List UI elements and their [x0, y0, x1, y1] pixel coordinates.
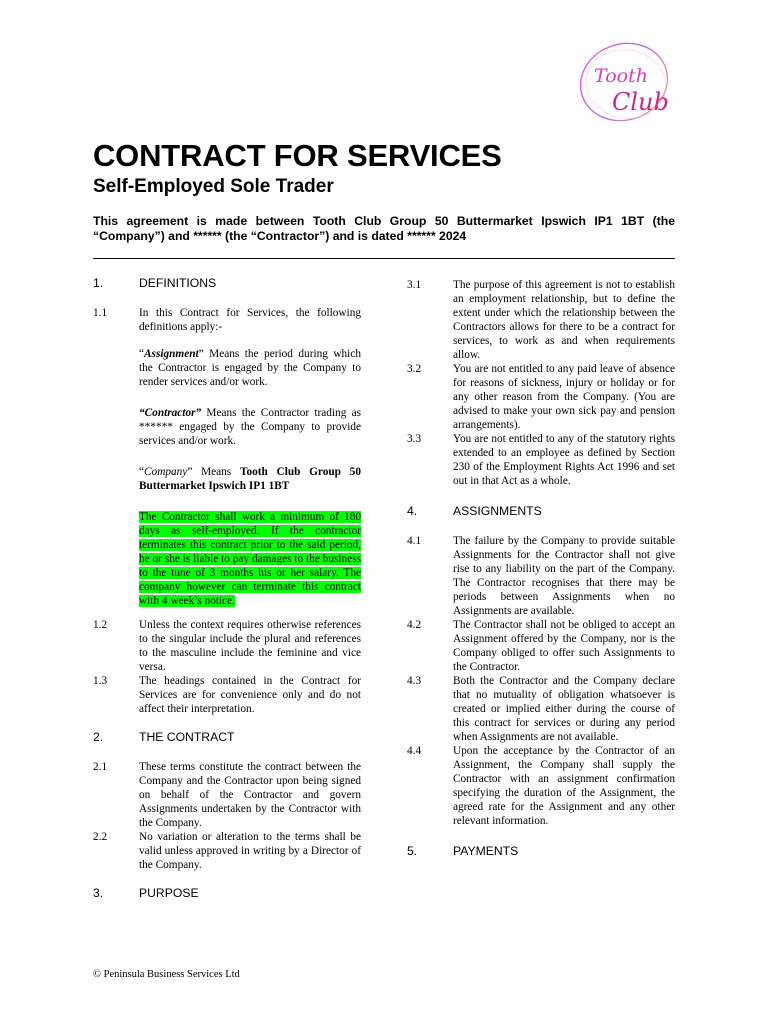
footer-copyright: © Peninsula Business Services Ltd	[93, 969, 240, 980]
clause-4-2	[407, 618, 675, 674]
definition-term: “Contractor”	[139, 407, 202, 419]
clause-number: 3.1	[407, 279, 422, 291]
clause-4-3	[407, 674, 675, 744]
clause-number: 2.1	[93, 761, 108, 773]
clause-3-2	[407, 362, 675, 432]
clause-number: 3.3	[407, 433, 422, 445]
section-heading-payments	[407, 844, 675, 859]
highlighted-text: The Contractor shall work a minimum of 180 days as self-employed. If the contractor terminates this contract prior to the said period, he or she is liable to pay damages to the business to the tune of 3 months his or her salary. The company however can terminate this contract with 4 week’s notice.	[139, 511, 361, 607]
document-title: CONTRACT FOR SERVICES	[93, 138, 502, 173]
document-subtitle: Self-Employed Sole Trader	[93, 176, 334, 197]
clause-2-1	[93, 760, 361, 830]
definition-assignment: “Assignment” Means the period during which the Contractor is engaged by the Company to render services and/or work.	[139, 348, 361, 388]
clause-4-4	[407, 744, 675, 828]
clause-1-2	[93, 618, 361, 674]
clause-number: 4.2	[407, 619, 422, 631]
clause-text: The failure by the Company to provide suitable Assignments for the Contractor shall not give rise to any liability on the part of the Company. The Contractor recognises that there may be periods between Assignments when no Assignments are available.	[453, 535, 675, 617]
clause-4-1	[407, 534, 675, 618]
clause-text: These terms constitute the contract between the Company and the Contractor upon being signed on behalf of the Contractor and govern Assignments undertaken by the Contractor with the Company.	[139, 761, 361, 829]
definition-company: “Company” Means Tooth Club Group 50 Buttermarket Ipswich IP1 1BT	[139, 466, 361, 492]
tooth-club-logo	[574, 40, 676, 124]
clause-text: Both the Contractor and the Company declare that no mutuality of obligation whatsoever is created or implied either during the course of this contract for services or during any period when Assignments are not available.	[453, 675, 675, 743]
divider	[93, 258, 675, 259]
clause-text: The Contractor shall not be obliged to accept an Assignment offered by the Company, nor is the Company obliged to offer such Assignments to the Contractor.	[453, 619, 675, 673]
section-heading-the-contract	[93, 730, 361, 745]
clause-number: 4.1	[407, 535, 422, 547]
clause-3-3	[407, 432, 675, 488]
section-number: 5.	[407, 844, 418, 858]
svg-text:Club: Club	[612, 88, 669, 116]
section-heading-assignments	[407, 504, 675, 519]
clause-text: No variation or alteration to the terms shall be valid unless approved in writing by a Director of the Company.	[139, 831, 361, 871]
clause-1-3	[93, 674, 361, 716]
section-title: ASSIGNMENTS	[453, 504, 542, 518]
clause-number: 4.3	[407, 675, 422, 687]
clause-number: 3.2	[407, 363, 422, 375]
svg-text:Tooth: Tooth	[594, 65, 648, 87]
clause-1-1	[93, 306, 361, 334]
clause-2-2	[93, 830, 361, 872]
section-title: THE CONTRACT	[139, 730, 235, 744]
section-title: DEFINITIONS	[139, 276, 217, 290]
section-title: PAYMENTS	[453, 844, 519, 858]
section-number: 1.	[93, 276, 104, 290]
definition-term: Company	[144, 466, 188, 478]
definition-term: Assignment	[144, 348, 199, 360]
clause-text: Upon the acceptance by the Contractor of an Assignment, the Company shall supply the Contractor with an assignment confirmation specifying the duration of the Assignment, the agreed rate for the Assignment and any other relevant information.	[453, 745, 675, 827]
clause-text: Unless the context requires otherwise references to the singular include the plural and references to the masculine include the feminine and vice versa.	[139, 619, 361, 673]
left-column	[93, 270, 361, 901]
right-column	[407, 270, 675, 859]
section-heading-purpose	[93, 886, 361, 901]
company-name-address: Tooth Club Group 50 Buttermarket Ipswich IP1 1BT	[139, 466, 361, 492]
clause-text: You are not entitled to any of the statutory rights extended to an employee as defined by Section 230 of the Employment Rights Act 1996 and set out in that Act as a whole.	[453, 433, 675, 487]
section-number: 3.	[93, 886, 104, 900]
clause-number: 1.2	[93, 619, 108, 631]
section-number: 2.	[93, 730, 104, 744]
clause-text: In this Contract for Services, the following definitions apply:-	[139, 307, 361, 333]
definition-contractor	[139, 406, 361, 448]
definition-text: Means	[192, 466, 240, 478]
clause-text: The headings contained in the Contract for Services are for convenience only and do not affect their interpretation.	[139, 675, 361, 715]
clause-text: The purpose of this agreement is not to establish an employment relationship, but to define the extent under which the relationship between the Contractors allows for there to be a contract for services, to work as and when requirements allow.	[453, 279, 675, 361]
section-heading-definitions	[93, 276, 361, 291]
clause-number: 4.4	[407, 745, 422, 757]
clause-text: You are not entitled to any paid leave of absence for reasons of sickness, injury or holiday or for any other reason from the Company. (You are advised to make your own sick pay and pension arrangements).	[453, 363, 675, 431]
clause-number: 1.3	[93, 675, 108, 687]
clause-number: 1.1	[93, 307, 108, 319]
clause-number: 2.2	[93, 831, 108, 843]
agreement-intro: This agreement is made between Tooth Club Group 50 Buttermarket Ipswich IP1 1BT (the “Company”) and ****** (the “Contractor”) and is dated ****** 2024	[93, 214, 675, 243]
minimum-term-clause	[139, 510, 361, 608]
clause-3-1	[407, 278, 675, 362]
section-number: 4.	[407, 504, 418, 518]
section-title: PURPOSE	[139, 886, 199, 900]
definition-text: Means the Contractor trading as ****** engaged by the Company to provide services and/or work.	[139, 407, 361, 447]
definition-text: Means the period during which the Contractor is engaged by the Company to render services and/or work.	[139, 348, 361, 388]
